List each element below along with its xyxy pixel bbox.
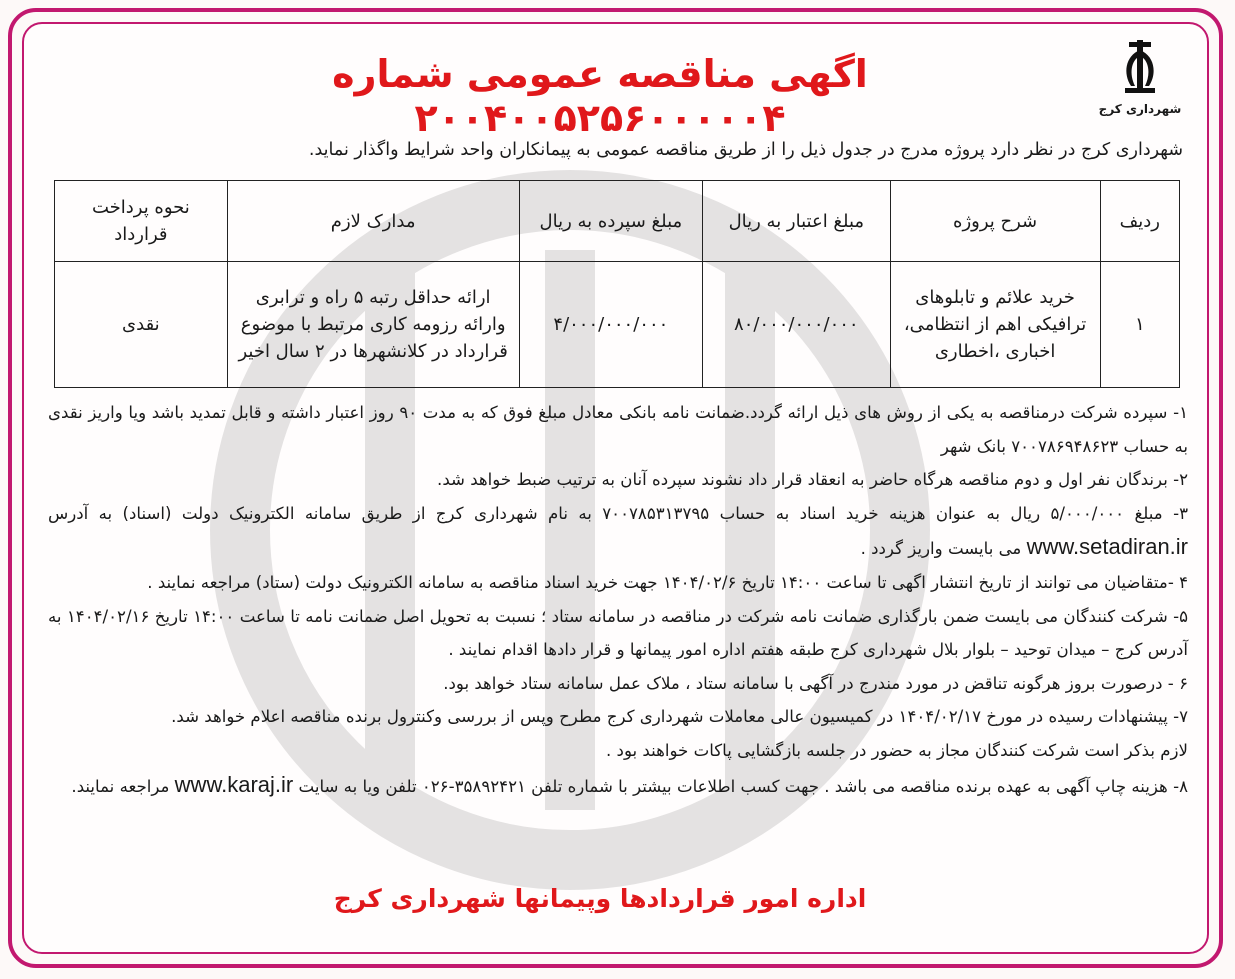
logo-caption: شهرداری کرج [1098, 102, 1182, 116]
cell-deposit: ۴/۰۰۰/۰۰۰/۰۰۰ [519, 262, 703, 388]
municipality-logo [1095, 38, 1185, 118]
clause-4: ۴ -متقاضیان می توانند از تاریخ انتشار اگهی تا ساعت ۱۴:۰۰ تاریخ ۱۴۰۴/۰۲/۶ جهت خرید اسناد مناقصه به سامانه الکترونیک دولت (ستاد) مراجعه نمایند . [147, 572, 1188, 592]
clause-1: ۱- سپرده شرکت درمناقصه به یکی از روش های ذیل ارائه گردد.ضمانت نامه بانکی معادل مبلغ فوق که به مدت ۹۰ روز اعتبار داشته و قابل تمدید باشد ویا واریز نقدی به حساب ۷۰۰۷۸۶۹۴۸۶۲۳ بانک شهر [48, 403, 1188, 456]
footer-signature: اداره امور قراردادها وپیمانها شهرداری کرج [333, 884, 867, 913]
clause-8 [48, 768, 1188, 804]
tender-table [54, 180, 1180, 388]
header-payment: نحوه پرداخت قرارداد [55, 181, 228, 262]
header-row-number: ردیف [1100, 181, 1179, 262]
table-header-row [55, 181, 1180, 262]
cell-credit: ۸۰/۰۰۰/۰۰۰/۰۰۰ [703, 262, 890, 388]
table-row [55, 262, 1180, 388]
setadiran-link[interactable]: www.setadiran.ir [1026, 534, 1188, 560]
header-deposit: مبلغ سپرده به ریال [519, 181, 703, 262]
cell-row-number: ۱ [1100, 262, 1179, 388]
page-title: اگهی مناقصه عمومی شماره ۲۰۰۴۰۰۵۲۵۶۰۰۰۰۰۴ [332, 52, 868, 140]
clause-8-tail: مراجعه نمایند. [71, 776, 170, 796]
cell-payment: نقدی [55, 262, 228, 388]
karaj-emblem-icon [1117, 38, 1163, 96]
clause-3-tail: می بایست واریز گردد . [860, 539, 1022, 559]
header-credit: مبلغ اعتبار به ریال [703, 181, 890, 262]
clause-note: لازم بذکر است شرکت کنندگان مجاز به حضور در جلسه بازگشایی پاکات خواهند بود . [606, 740, 1188, 760]
intro-text: شهرداری کرج در نظر دارد پروژه مدرج در جدول ذیل را از طریق مناقصه عمومی به پیمانکاران واحد شرایط واگذار نماید. [308, 140, 1183, 160]
clause-6: ۶ - درصورت بروز هرگونه تناقض در مورد مندرج در آگهی با سامانه ستاد ، ملاک عمل سامانه ستاد خواهد بود. [443, 673, 1188, 693]
header-documents: مدارک لازم [227, 181, 519, 262]
clause-3-text: ۳- مبلغ ۵/۰۰۰/۰۰۰ ریال به عنوان هزینه خرید اسناد به حساب ۷۰۰۷۸۵۳۱۳۷۹۵ به نام شهرداری کرج از طریق سامانه الکترونیک دولت (اسناد) به آدرس [48, 503, 1188, 523]
karaj-link[interactable]: www.karaj.ir [174, 771, 294, 797]
clause-5: ۵- شرکت کنندگان می بایست ضمن بارگذاری ضمانت نامه شرکت در مناقصه در سامانه ستاد ؛ نسبت به تحویل اصل ضمانت نامه تا ساعت ۱۴:۰۰ تاریخ ۱۴۰۴/۰۲/۱۶ به آدرس کرج – میدان توحید – بلوار بلال شهرداری کرج طبقه هفتم اداره امور پیمانها و قرار دادها اقدام نمایند . [48, 606, 1188, 660]
cell-documents: ارائه حداقل رتبه ۵ راه و ترابری وارائه رزومه کاری مرتبط با موضوع قرارداد در کلانشهرها در ۲ سال اخیر [227, 262, 519, 388]
clause-2: ۲- برندگان نفر اول و دوم مناقصه هرگاه حاضر به انعقاد قرار داد نشوند سپرده آنان به ترتیب ضبط خواهد شد. [437, 470, 1188, 490]
clause-3 [48, 497, 1188, 566]
cell-description: خرید علائم و تابلوهای ترافیکی اهم از انتظامی، اخباری ،اخطاری [890, 262, 1100, 388]
clause-7: ۷- پیشنهادات رسیده در مورخ ۱۴۰۴/۰۲/۱۷ در کمیسیون عالی معاملات شهرداری کرج مطرح وپس از بررسی وکنترول برنده مناقصه اعلام خواهد شد. [171, 707, 1188, 727]
conditions-list [48, 396, 1188, 803]
header-description: شرح پروژه [890, 181, 1100, 262]
clause-8-text: ۸- هزینه چاپ آگهی به عهده برنده مناقصه می باشد . جهت کسب اطلاعات بیشتر با شماره تلفن ۳۵۸۹۲۴۲۱-۰۲۶ تلفن ویا به سایت [298, 776, 1188, 796]
